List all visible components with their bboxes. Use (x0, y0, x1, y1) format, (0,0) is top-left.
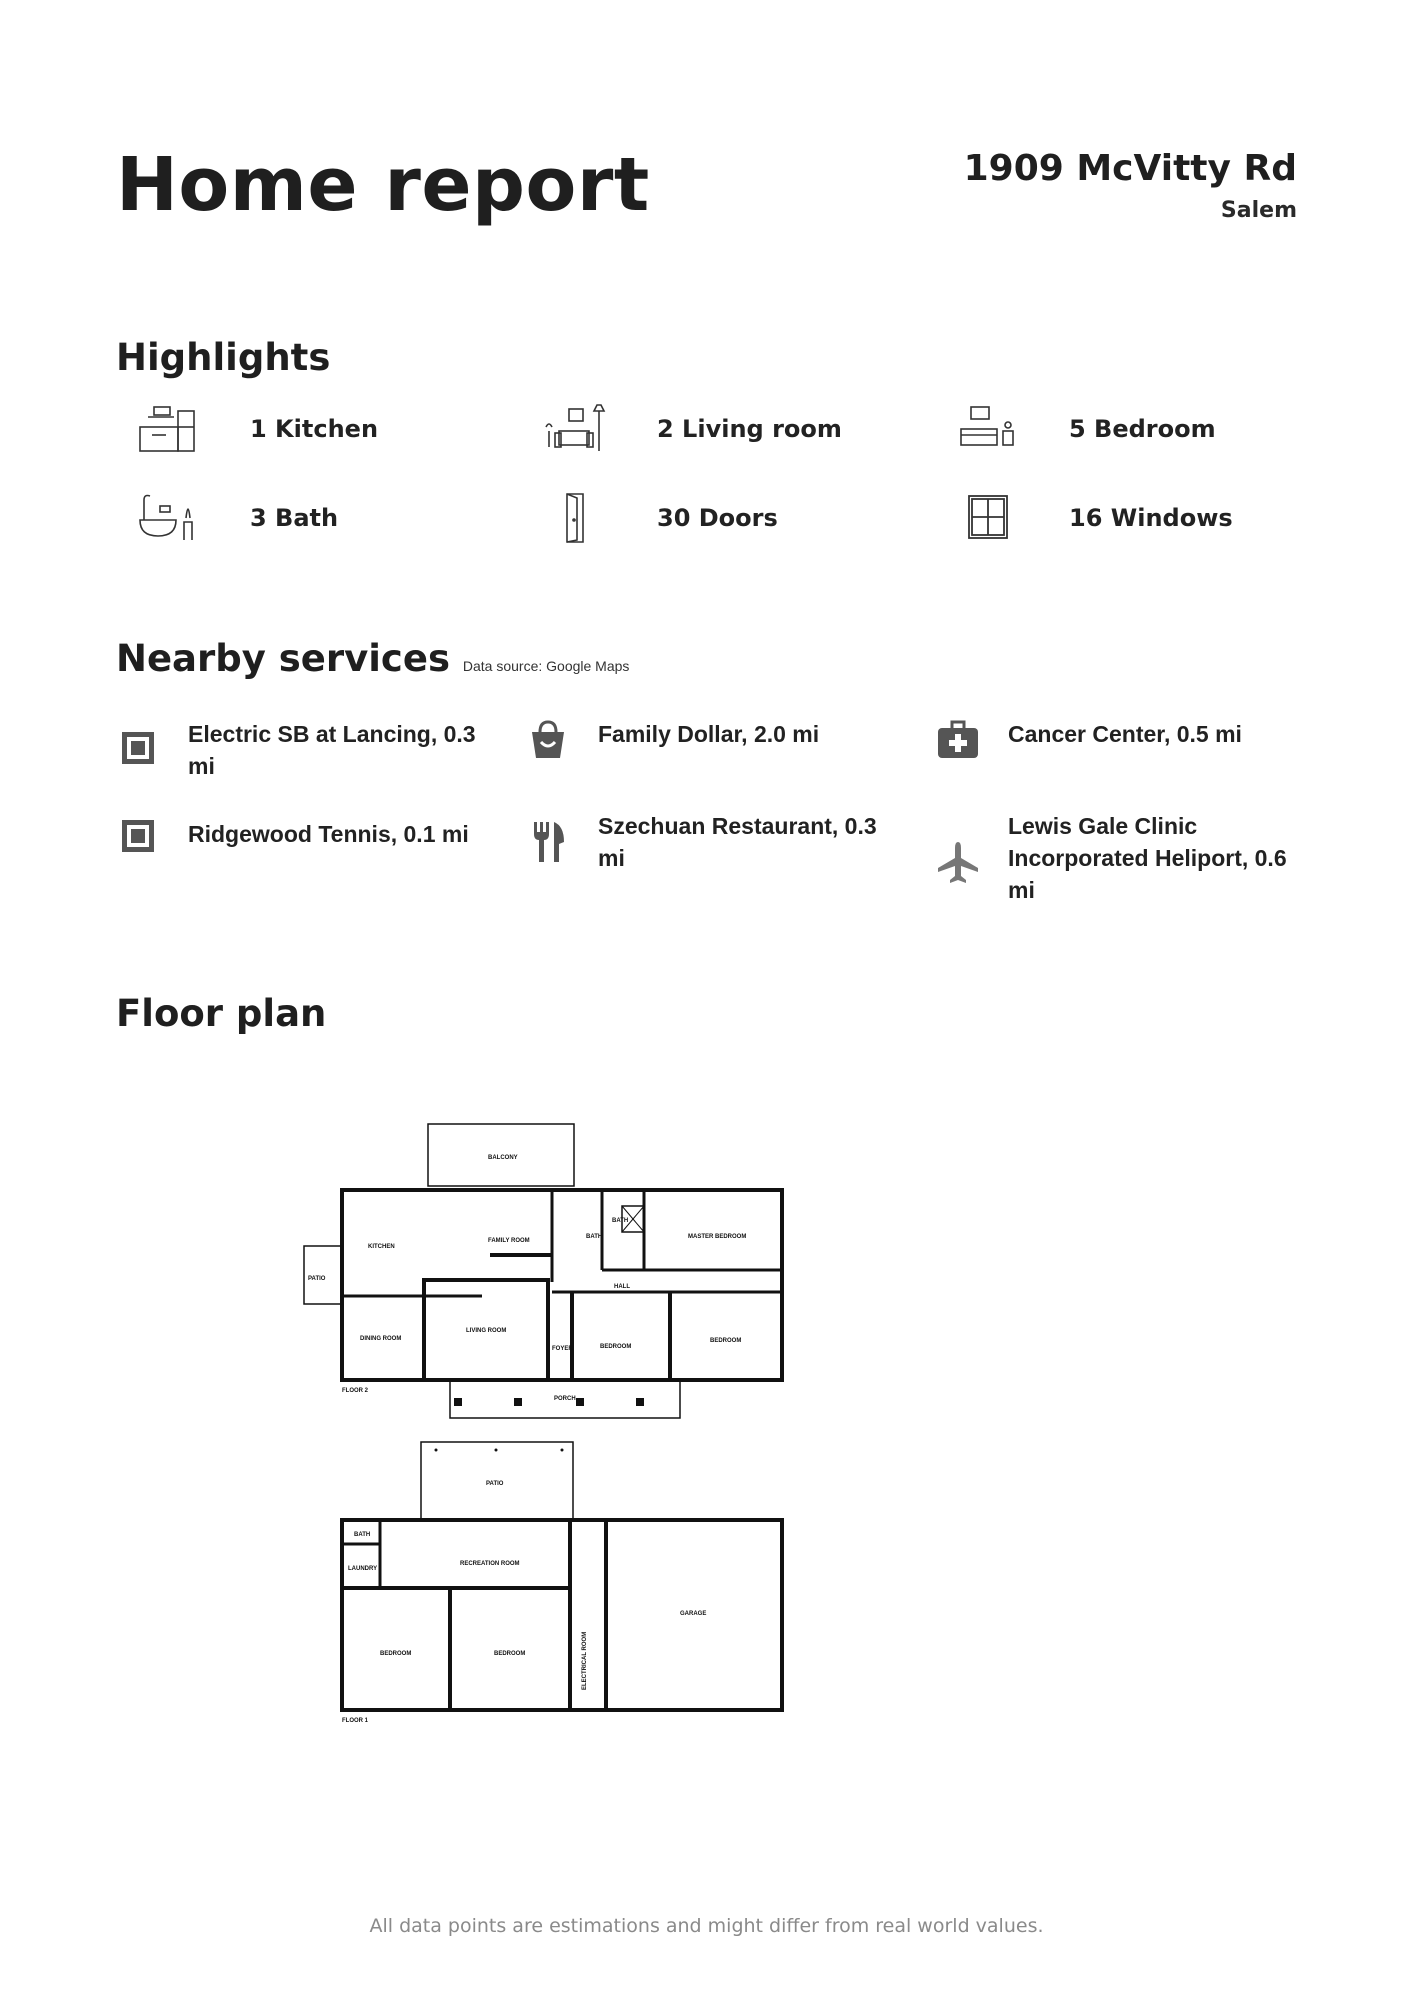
highlight-kitchen (136, 401, 378, 457)
room-label: BEDROOM (710, 1338, 742, 1344)
room-label: KITCHEN (368, 1244, 395, 1250)
property-city: Salem (1220, 198, 1297, 223)
room-label: BEDROOM (494, 1651, 526, 1657)
room-label: GARAGE (680, 1611, 707, 1617)
highlight-label: 3 Bath (250, 504, 339, 532)
room-label: BATH (586, 1234, 603, 1240)
floor-label: FLOOR 1 (342, 1718, 369, 1724)
room-label: ELECTRICAL ROOM (582, 1631, 588, 1690)
service-label: Family Dollar, 2.0 mi (598, 721, 820, 747)
highlight-living-room (543, 401, 842, 457)
floor-label: FLOOR 2 (342, 1388, 369, 1394)
room-label: RECREATION ROOM (460, 1561, 520, 1567)
window-icon (955, 490, 1019, 546)
floor-plan-drawing (290, 1110, 810, 1750)
place-square-icon (116, 726, 160, 770)
disclaimer-footer: All data points are estimations and might differ from real world values. (369, 1915, 1044, 1937)
living-room-icon (543, 401, 607, 457)
highlight-bedroom (955, 401, 1216, 457)
highlight-label: 2 Living room (657, 415, 842, 443)
room-label: LIVING ROOM (466, 1328, 507, 1334)
property-address: 1909 McVitty Rd (963, 148, 1297, 189)
service-item (526, 810, 888, 874)
room-label: PORCH (554, 1396, 576, 1402)
highlight-label: 30 Doors (657, 504, 778, 532)
service-item (936, 718, 1298, 762)
page-title: Home report (116, 142, 650, 228)
service-item (526, 718, 888, 762)
highlight-label: 1 Kitchen (250, 415, 379, 443)
bath-icon (136, 490, 200, 546)
highlight-label: 16 Windows (1069, 504, 1233, 532)
place-square-icon (116, 814, 160, 858)
highlights-heading: Highlights (116, 336, 331, 379)
room-label: BATH (354, 1532, 371, 1538)
room-label: PATIO (486, 1481, 504, 1487)
room-label: LAUNDRY (348, 1566, 378, 1572)
medical-kit-icon (936, 718, 980, 762)
highlight-bath (136, 490, 338, 546)
highlight-label: 5 Bedroom (1069, 415, 1216, 443)
room-label: MASTER BEDROOM (688, 1234, 747, 1240)
room-label: PATIO (308, 1276, 326, 1282)
room-label: BEDROOM (380, 1651, 412, 1657)
data-source-note: Data source: Google Maps (462, 658, 630, 674)
kitchen-icon (136, 401, 200, 457)
floor-plan-heading: Floor plan (116, 992, 327, 1035)
nearby-heading (116, 637, 629, 680)
service-label: Cancer Center, 0.5 mi (1008, 721, 1242, 747)
room-label: BATH (612, 1218, 629, 1224)
room-label: FAMILY ROOM (488, 1238, 530, 1244)
room-label: HALL (614, 1284, 630, 1290)
service-label: Ridgewood Tennis, 0.1 mi (188, 821, 469, 847)
service-item (936, 810, 1298, 906)
room-label: DINING ROOM (360, 1336, 402, 1342)
highlight-windows (955, 490, 1233, 546)
door-icon (543, 490, 607, 546)
service-item (116, 718, 478, 782)
room-label: FOYER (552, 1346, 573, 1352)
service-item (116, 818, 478, 858)
shopping-bag-icon (526, 718, 570, 762)
nearby-title: Nearby services (116, 637, 450, 680)
highlight-doors (543, 490, 778, 546)
airplane-icon (936, 840, 980, 884)
room-label: BALCONY (488, 1155, 518, 1161)
bedroom-icon (955, 401, 1019, 457)
fork-knife-icon (526, 820, 570, 864)
service-label: Szechuan Restaurant, 0.3 mi (598, 813, 877, 871)
service-label: Electric SB at Lancing, 0.3 mi (188, 721, 476, 779)
room-label: BEDROOM (600, 1344, 632, 1350)
service-label: Lewis Gale Clinic Incorporated Heliport, 0.6 mi (1008, 813, 1287, 903)
